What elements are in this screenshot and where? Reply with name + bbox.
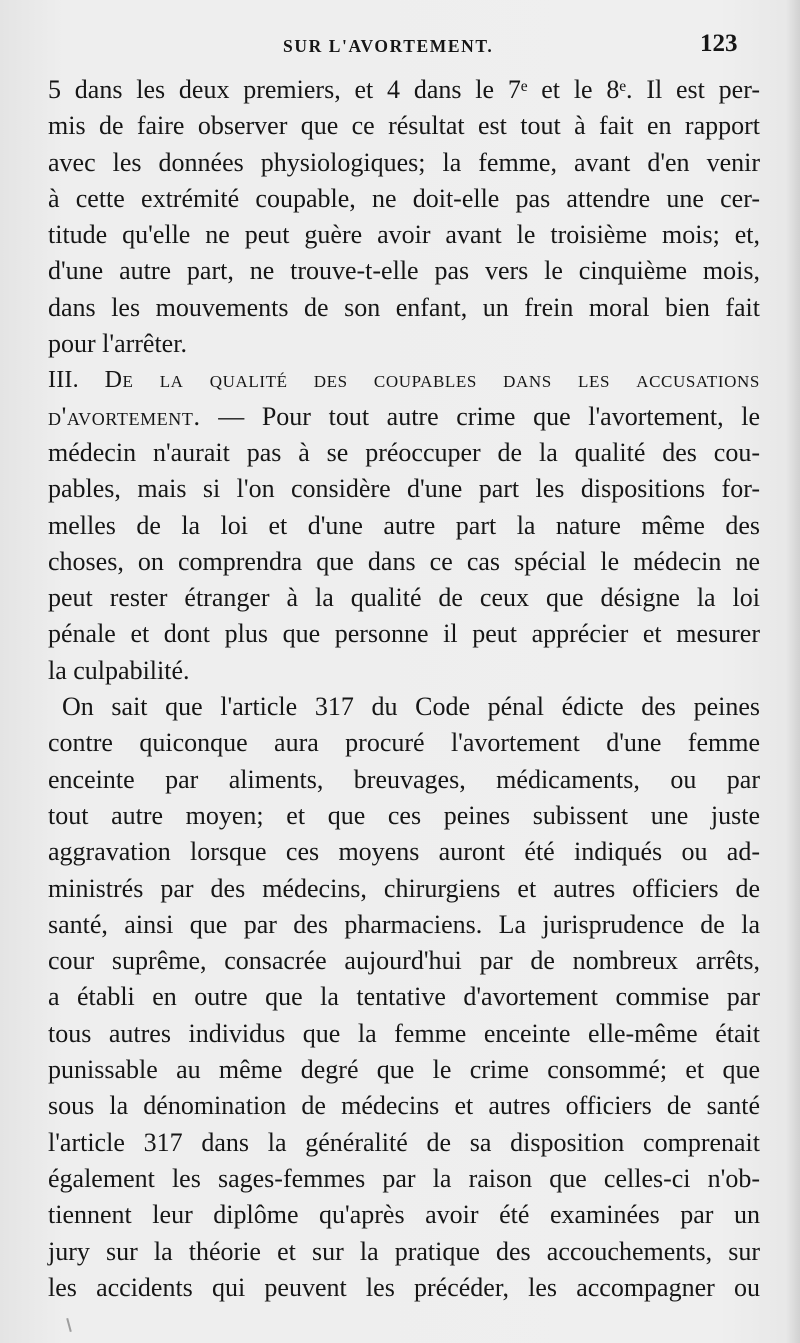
text-line: choses, on comprendra que dans ce cas spécial le médecin ne <box>48 546 760 576</box>
text-line: tiennent leur diplôme qu'après avoir été examinées par un <box>48 1200 760 1230</box>
text-line: On sait que l'article 317 du Code pénal édicte des peines <box>62 692 760 722</box>
text-line: melles de la loi et d'une autre part la nature même des <box>48 510 760 540</box>
text-line: dans les mouvements de son enfant, un frein moral bien fait <box>48 292 760 322</box>
text-line: contre quiconque aura procuré l'avortement d'une femme <box>48 728 760 758</box>
text-line: sous la dénomination de médecins et autres officiers de santé <box>48 1091 760 1121</box>
text-line: mis de faire observer que ce résultat est tout à fait en rapport <box>48 111 760 141</box>
text-line: également les sages-femmes par la raison que celles-ci n'ob- <box>48 1163 760 1193</box>
text-line: l'article 317 dans la généralité de sa disposition comprenait <box>48 1127 760 1157</box>
page-number: 123 <box>700 30 738 57</box>
text-line-rest: — Pour tout autre crime que l'avortement, le <box>200 401 760 431</box>
text-line: la culpabilité. <box>48 655 190 685</box>
text-line: titude qu'elle ne peut guère avoir avant le troisième mois; et, <box>48 220 760 250</box>
text-line: les accidents qui peuvent les précéder, les accompagner ou <box>48 1272 760 1302</box>
text-line: aggravation lorsque ces moyens auront été indiqués ou ad- <box>48 837 760 867</box>
text-line: santé, ainsi que par des pharmaciens. La jurisprudence de la <box>48 909 760 939</box>
section-title: De la qualité des coupables dans les accusations <box>104 367 760 394</box>
section-number: III. <box>48 367 105 394</box>
text-line <box>48 399 760 435</box>
text-line: pénale et dont plus que personne il peut apprécier et mesurer <box>48 619 760 649</box>
text-line: cour suprême, consacrée aujourd'hui par de nombreux arrêts, <box>48 946 760 976</box>
text-line: tous autres individus que la femme enceinte elle-même était <box>48 1018 760 1048</box>
text-line: punissable au même degré que le crime consommé; et que <box>48 1055 760 1085</box>
text-line: d'une autre part, ne trouve-t-elle pas vers le cinquième mois, <box>48 256 760 286</box>
text-line: peut rester étranger à la qualité de ceux que désigne la loi <box>48 583 760 613</box>
text-line: à cette extrémité coupable, ne doit-elle pas attendre une cer- <box>48 183 760 213</box>
text-line: ministrés par des médecins, chirurgiens et autres officiers de <box>48 873 760 903</box>
paper-speck <box>66 1318 72 1332</box>
text-line: tout autre moyen; et que ces peines subissent une juste <box>48 800 760 830</box>
text-line: pour l'arrêter. <box>48 329 187 359</box>
section-heading <box>48 362 760 398</box>
running-head: SUR L'AVORTEMENT. <box>283 36 494 56</box>
text-line: médecin n'aurait pas à se préoccuper de la qualité des cou- <box>48 437 760 467</box>
page-header <box>0 28 800 68</box>
section-title-end: d'avortement. <box>48 401 201 431</box>
text-line: pables, mais si l'on considère d'une part les dispositions for- <box>48 474 760 504</box>
text-line: a établi en outre que la tentative d'avortement commise par <box>48 982 760 1012</box>
body-text <box>48 72 760 1306</box>
text-line: 5 dans les deux premiers, et 4 dans le 7ᵉ et le 8ᵉ. Il est per- <box>48 75 760 104</box>
text-line: avec les données physiologiques; la femme, avant d'en venir <box>48 147 760 177</box>
text-line: jury sur la théorie et sur la pratique des accouchements, sur <box>48 1236 760 1266</box>
text-line: enceinte par aliments, breuvages, médicaments, ou par <box>48 764 760 794</box>
page-edge-shadow <box>786 0 800 1343</box>
